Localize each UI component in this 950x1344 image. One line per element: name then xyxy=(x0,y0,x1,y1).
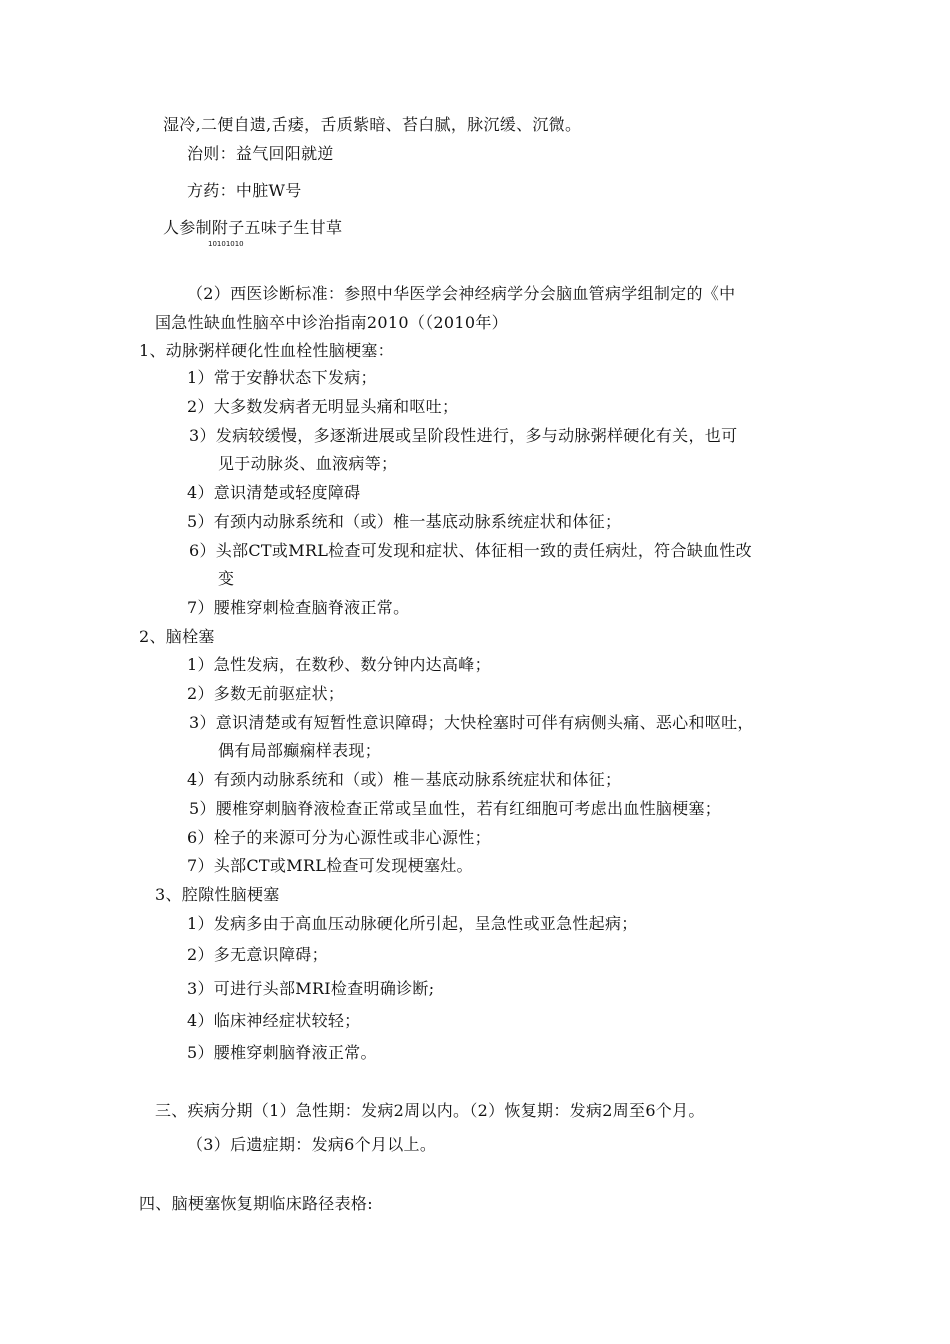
list-item: 2）大多数发病者无明显头痛和呕吐； xyxy=(187,397,459,416)
treatment-principle: 治则：益气回阳就逆 xyxy=(187,144,334,163)
list-item-cont: 变 xyxy=(218,569,235,588)
list-item: 5）有颈内动脉系统和（或）椎一基底动脉系统症状和体征； xyxy=(187,512,622,531)
list-item: 7）腰椎穿刺检查脑脊液正常。 xyxy=(187,598,410,617)
list-item: 5）腰椎穿刺脑脊液正常。 xyxy=(187,1043,377,1062)
disease-staging: 三、疾病分期（1）急性期：发病2周以内。（2）恢复期：发病2周至6个月。 xyxy=(155,1101,705,1120)
list-item: 4）意识清楚或轻度障碍 xyxy=(187,483,361,502)
list-item: 5）腰椎穿刺脑脊液检查正常或呈血性，若有红细胞可考虑出血性脑梗塞； xyxy=(189,799,722,818)
list-item: 3）可进行头部MRI检查明确诊断; xyxy=(187,979,435,998)
list-item: 7）头部CT或MRL检查可发现梗塞灶。 xyxy=(187,856,473,875)
list-item: 2）多数无前驱症状； xyxy=(187,684,345,703)
list-item: 2）多无意识障碍； xyxy=(187,945,328,964)
symptom-text: 湿冷,二便自遗,舌痿，舌质紫暗、苔白腻，脉沉缓、沉微。 xyxy=(163,115,582,134)
list-item: 6）栓子的来源可分为心源性或非心源性； xyxy=(187,828,491,847)
western-criteria-heading: （2）西医诊断标准：参照中华医学会神经病学分会脑血管病学组制定的《中 xyxy=(187,284,736,303)
section-heading-4: 四、脑梗塞恢复期临床路径表格: xyxy=(139,1194,373,1213)
list-item: 6）头部CT或MRL检查可发现和症状、体征相一致的责任病灶，符合缺血性改 xyxy=(189,541,752,560)
list-item: 1）发病多由于高血压动脉硬化所引起，呈急性或亚急性起病； xyxy=(187,914,638,933)
list-item-cont: 偶有局部癫痫样表现； xyxy=(218,741,382,760)
list-item: 4）有颈内动脉系统和（或）椎－基底动脉系统症状和体征； xyxy=(187,770,622,789)
disease-staging-cont: （3）后遗症期：发病6个月以上。 xyxy=(187,1135,437,1154)
list-item: 1）常于安静状态下发病； xyxy=(187,368,377,387)
list-item: 4）临床神经症状较轻； xyxy=(187,1011,361,1030)
herb-dosage-note: 10101010 xyxy=(208,240,244,248)
prescription: 方药：中脏W号 xyxy=(187,181,302,200)
western-criteria-heading-cont: 国急性缺血性脑卒中诊治指南2010（（2010年） xyxy=(155,313,508,332)
herb-list: 人参制附子五味子生甘草 xyxy=(163,218,343,237)
list-item: 3）发病较缓慢，多逐渐进展或呈阶段性进行，多与动脉粥样硬化有关，也可 xyxy=(189,426,738,445)
list-item: 3）意识清楚或有短暂性意识障碍；大快栓塞时可伴有病侧头痛、恶心和呕吐， xyxy=(189,713,754,732)
section-heading-3: 3、腔隙性脑梗塞 xyxy=(155,885,280,904)
list-item-cont: 见于动脉炎、血液病等； xyxy=(218,454,398,473)
section-heading-1: 1、动脉粥样硬化性血栓性脑梗塞： xyxy=(139,341,394,360)
list-item: 1）急性发病，在数秒、数分钟内达高峰； xyxy=(187,655,491,674)
section-heading-2: 2、脑栓塞 xyxy=(139,627,215,646)
